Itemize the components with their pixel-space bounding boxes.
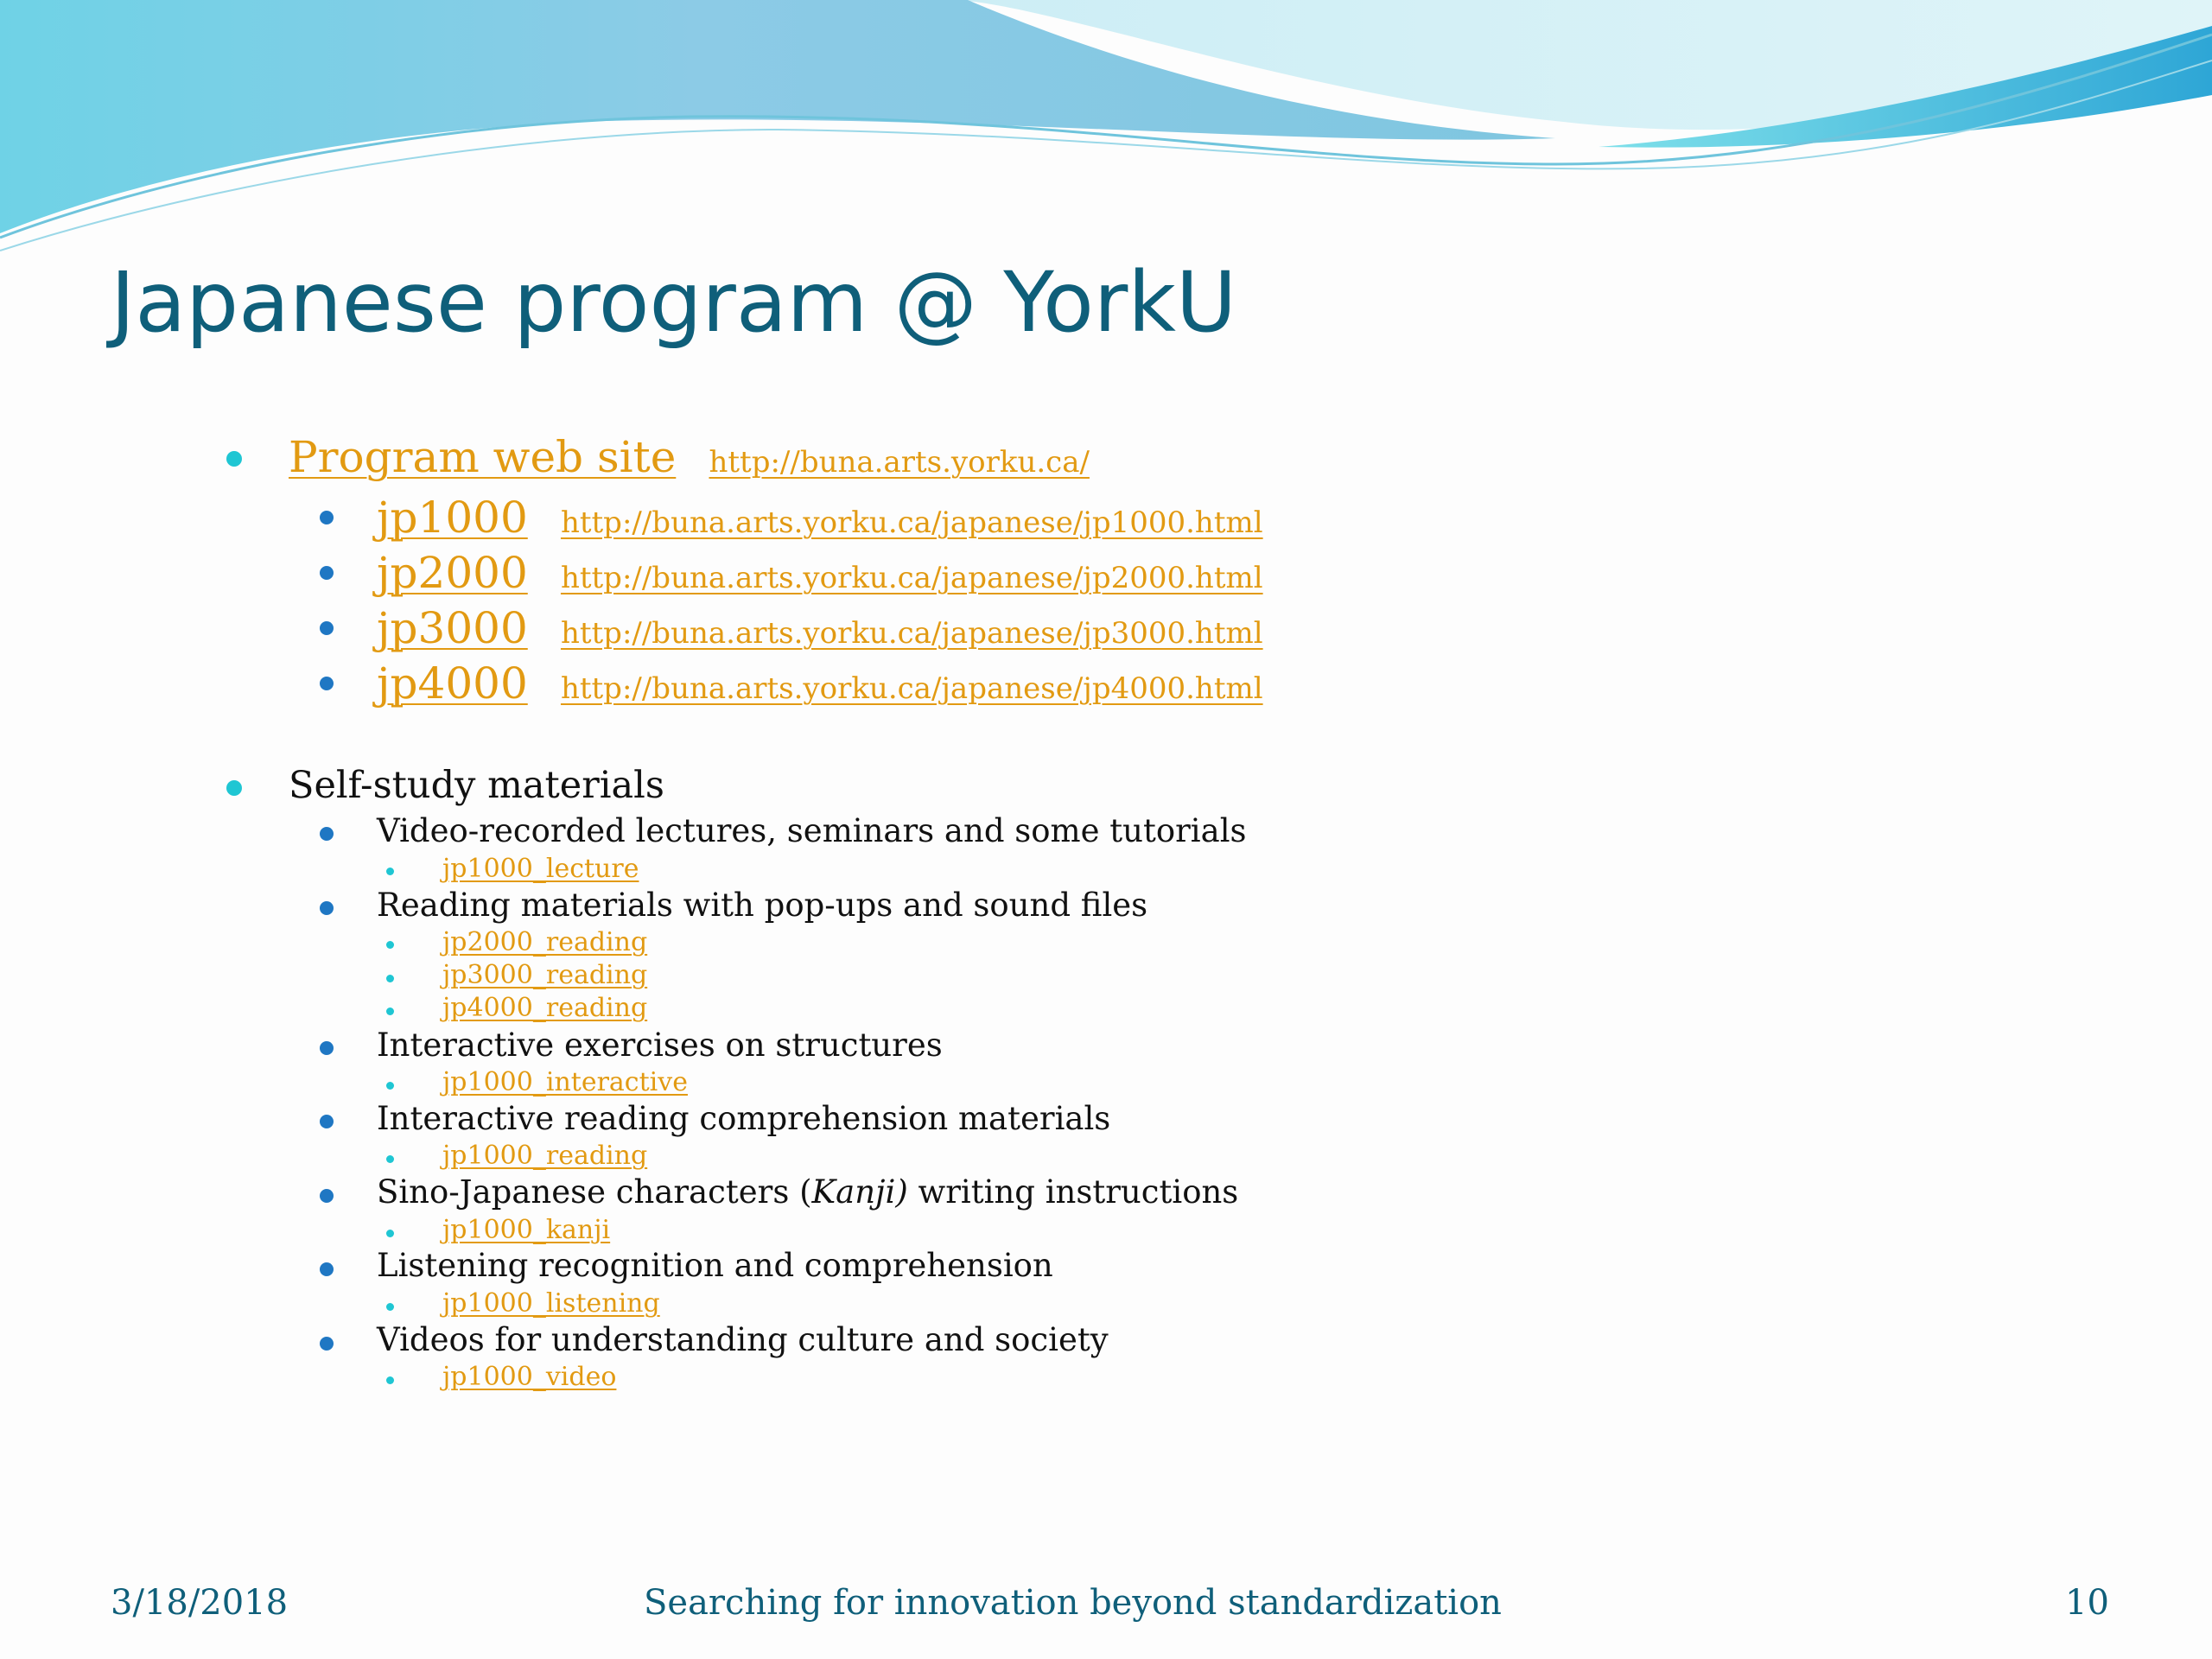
bullet-dot	[320, 1189, 334, 1203]
bullet-dot	[320, 1115, 334, 1128]
resource-row	[442, 854, 639, 884]
footer-center-text: Searching for innovation beyond standardization	[644, 1583, 1502, 1623]
resource-link-jp1000-interactive[interactable]: jp1000_interactive	[442, 1067, 688, 1097]
course-row	[377, 548, 1263, 598]
self-study-heading: Self-study materials	[289, 764, 664, 807]
course-row	[377, 658, 1263, 709]
resource-link-jp1000-video[interactable]: jp1000_video	[442, 1362, 617, 1392]
self-study-item: Interactive exercises on structures	[377, 1027, 943, 1064]
self-study-item	[377, 1173, 1238, 1211]
course-url-jp3000[interactable]: http://buna.arts.yorku.ca/japanese/jp3000.html	[560, 616, 1263, 651]
header-wave-decoration	[0, 0, 2212, 259]
bullet-dot	[320, 1337, 334, 1351]
resource-link-jp1000-kanji[interactable]: jp1000_kanji	[442, 1215, 611, 1245]
course-row	[377, 493, 1263, 543]
course-link-jp1000[interactable]: jp1000	[377, 493, 528, 543]
item-text-part: writing instructions	[907, 1173, 1239, 1211]
slide-number: 10	[2065, 1583, 2109, 1623]
resource-link-jp1000-reading[interactable]: jp1000_reading	[442, 1141, 648, 1171]
bullet-dot	[320, 566, 334, 580]
course-url-jp1000[interactable]: http://buna.arts.yorku.ca/japanese/jp1000.html	[560, 505, 1263, 540]
program-row	[289, 432, 1090, 482]
self-study-item: Reading materials with pop-ups and sound files	[377, 887, 1148, 924]
course-url-jp2000[interactable]: http://buna.arts.yorku.ca/japanese/jp2000.html	[560, 561, 1263, 595]
item-text-italic: Kanji)	[811, 1173, 908, 1211]
bullet-dot	[320, 511, 334, 524]
resource-row	[442, 1141, 647, 1171]
bullet-dot	[386, 975, 394, 982]
resource-row	[442, 927, 647, 957]
bullet-dot	[320, 1041, 334, 1055]
bullet-dot	[386, 1376, 394, 1384]
resource-row	[442, 1288, 660, 1319]
course-link-jp4000[interactable]: jp4000	[377, 658, 528, 709]
resource-row	[442, 1215, 610, 1245]
bullet-dot	[386, 1082, 394, 1090]
footer-date: 3/18/2018	[111, 1583, 289, 1623]
resource-link-jp3000-reading[interactable]: jp3000_reading	[442, 960, 648, 990]
bullet-dot	[386, 941, 394, 949]
resource-row	[442, 993, 647, 1023]
course-link-jp2000[interactable]: jp2000	[377, 548, 528, 598]
bullet-dot	[386, 868, 394, 875]
item-text-part: Sino-Japanese characters (	[377, 1173, 812, 1211]
self-study-item: Listening recognition and comprehension	[377, 1247, 1053, 1284]
bullet-dot	[386, 1303, 394, 1311]
bullet-dot	[320, 1262, 334, 1276]
bullet-dot	[226, 780, 242, 796]
bullet-dot	[320, 827, 334, 841]
bullet-dot	[320, 677, 334, 690]
resource-link-jp4000-reading[interactable]: jp4000_reading	[442, 993, 648, 1023]
course-row	[377, 603, 1263, 653]
slide-title: Japanese program @ YorkU	[111, 254, 1237, 351]
resource-link-jp1000-lecture[interactable]: jp1000_lecture	[442, 854, 639, 884]
program-url-link[interactable]: http://buna.arts.yorku.ca/	[709, 445, 1090, 480]
resource-row	[442, 1067, 688, 1097]
bullet-dot	[386, 1007, 394, 1015]
resource-link-jp2000-reading[interactable]: jp2000_reading	[442, 927, 648, 957]
self-study-item: Video-recorded lectures, seminars and some tutorials	[377, 812, 1247, 849]
self-study-item: Interactive reading comprehension materials	[377, 1100, 1111, 1137]
bullet-dot	[386, 1155, 394, 1163]
resource-row	[442, 960, 647, 990]
course-link-jp3000[interactable]: jp3000	[377, 603, 528, 653]
resource-row	[442, 1362, 616, 1392]
self-study-item: Videos for understanding culture and society	[377, 1321, 1109, 1358]
program-web-site-link[interactable]: Program web site	[289, 432, 677, 482]
bullet-dot	[226, 451, 242, 467]
bullet-dot	[320, 621, 334, 635]
course-url-jp4000[interactable]: http://buna.arts.yorku.ca/japanese/jp4000.html	[560, 671, 1263, 706]
bullet-dot	[320, 901, 334, 915]
resource-link-jp1000-listening[interactable]: jp1000_listening	[442, 1288, 660, 1319]
bullet-dot	[386, 1230, 394, 1237]
